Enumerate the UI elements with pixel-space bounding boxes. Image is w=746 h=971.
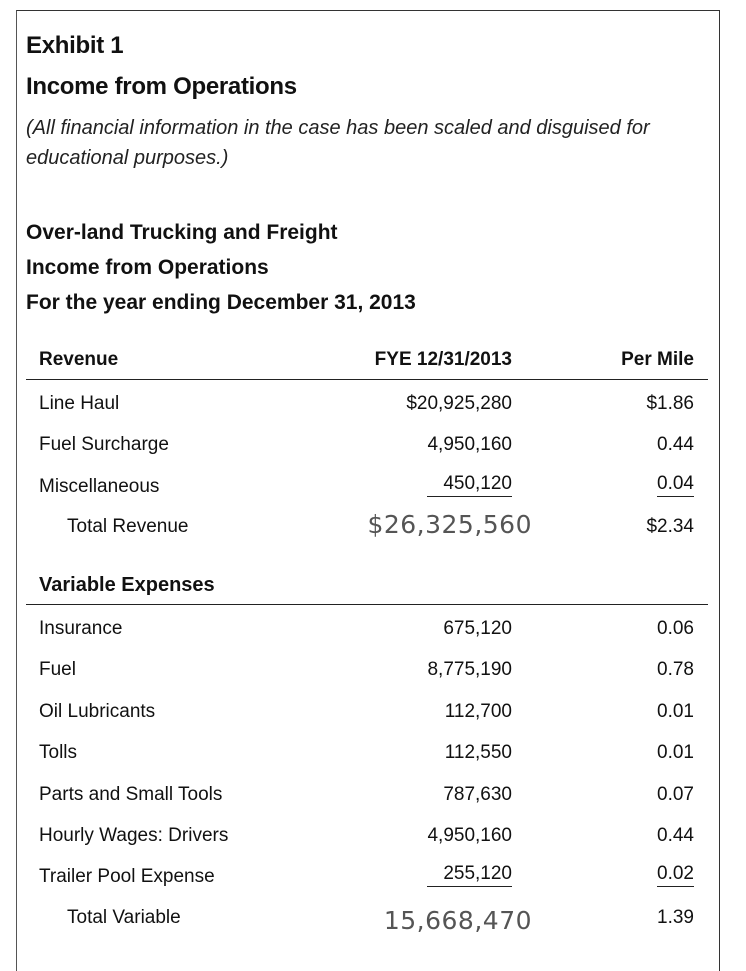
row-amount: 787,630 (443, 784, 512, 805)
company-name: Over-land Trucking and Freight (26, 221, 338, 244)
row-amount: 112,700 (444, 701, 512, 722)
total-revenue-amount: $26,325,560 (367, 510, 532, 539)
revenue-heading: Revenue (39, 349, 119, 370)
table-row (0, 738, 746, 768)
table-row (0, 614, 746, 644)
statement-heading (26, 215, 416, 320)
row-amount: 4,950,160 (427, 434, 512, 455)
column-header-amount: FYE 12/31/2013 (374, 349, 512, 370)
table-row (0, 697, 746, 727)
row-amount: 675,120 (443, 618, 512, 639)
table-row (0, 862, 746, 892)
row-amount: 112,550 (444, 742, 512, 763)
row-per-mile: 0.01 (657, 742, 694, 763)
row-amount: 8,775,190 (427, 659, 512, 680)
row-label: Insurance (39, 618, 123, 639)
row-per-mile: 0.78 (657, 659, 694, 680)
row-per-mile: 0.06 (657, 618, 694, 639)
total-variable-label: Total Variable (67, 907, 181, 928)
total-row (0, 512, 746, 542)
exhibit-note: (All financial information in the case has been scaled and disguised for educational purposes.) (26, 117, 650, 169)
exhibit-title: Income from Operations (26, 73, 297, 100)
table-row (0, 472, 746, 502)
table-row (0, 821, 746, 851)
row-per-mile: 0.44 (657, 434, 694, 455)
table-row (0, 780, 746, 810)
table-row (0, 430, 746, 460)
table-row (0, 655, 746, 685)
row-label: Line Haul (39, 393, 120, 414)
row-label: Fuel (39, 659, 76, 680)
row-per-mile: 0.01 (657, 701, 694, 722)
row-per-mile: 0.44 (657, 825, 694, 846)
row-label: Hourly Wages: Drivers (39, 825, 229, 846)
row-per-mile: 0.02 (657, 862, 694, 887)
row-label: Trailer Pool Expense (39, 866, 215, 887)
row-amount: 255,120 (427, 862, 512, 887)
total-row (0, 903, 746, 933)
column-header-per-mile: Per Mile (621, 349, 694, 370)
revenue-header-rule (26, 379, 708, 380)
row-amount: 4,950,160 (427, 825, 512, 846)
total-variable-per-mile: 1.39 (657, 907, 694, 928)
row-per-mile: 0.04 (657, 472, 694, 497)
row-per-mile: 0.07 (657, 784, 694, 805)
total-revenue-per-mile: $2.34 (646, 516, 694, 537)
exhibit-label: Exhibit 1 (26, 32, 124, 59)
row-per-mile: $1.86 (646, 393, 694, 414)
table-row (0, 389, 746, 419)
row-label: Tolls (39, 742, 78, 763)
row-amount: 450,120 (427, 472, 512, 497)
total-revenue-label: Total Revenue (67, 516, 189, 537)
row-label: Parts and Small Tools (39, 784, 223, 805)
row-label: Oil Lubricants (39, 701, 156, 722)
variable-expenses-heading: Variable Expenses (39, 574, 215, 596)
row-label: Fuel Surcharge (39, 434, 169, 455)
statement-title: Income from Operations (26, 256, 269, 279)
row-label: Miscellaneous (39, 476, 160, 497)
total-variable-amount: 15,668,470 (383, 906, 532, 935)
row-amount: $20,925,280 (406, 393, 512, 414)
variable-header-rule (26, 604, 708, 605)
statement-period: For the year ending December 31, 2013 (26, 291, 416, 314)
